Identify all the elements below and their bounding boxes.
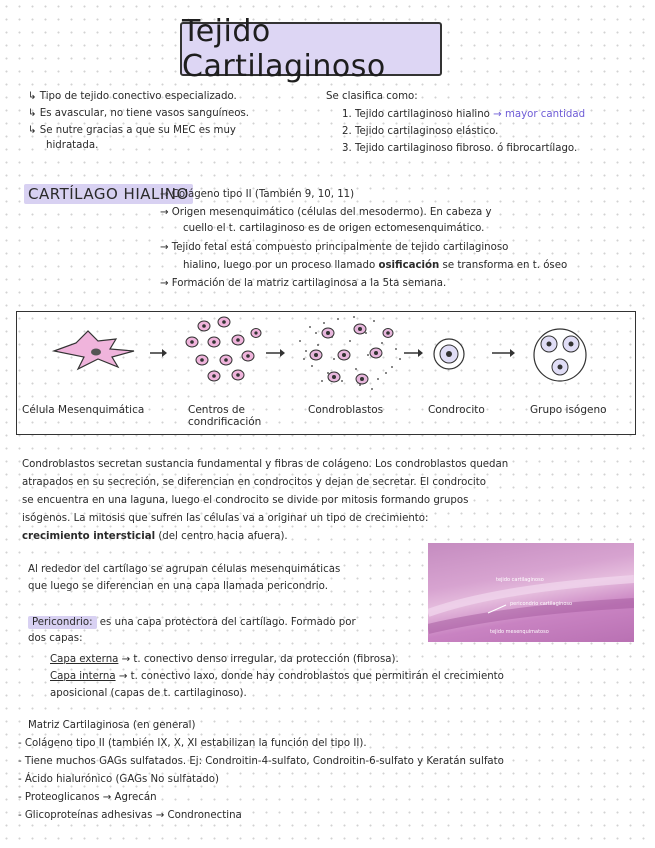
arrow-icon (510, 349, 515, 357)
hialino-line: → Tejido fetal está compuesto principalmente de tejido cartilaginoso (160, 242, 509, 253)
diagram-label: Célula Mesenquimática (22, 404, 145, 416)
mesenchymal-cell-icon (54, 331, 134, 369)
arrow-icon (280, 349, 285, 357)
matriz-item: - Colágeno tipo II (también IX, X, XI estabilizan la función del tipo II). (18, 738, 367, 749)
matriz-item: - Glicoproteínas adhesivas → Condronectina (18, 810, 242, 821)
page-title: Tejido Cartilaginoso (182, 14, 386, 84)
hialino-line: → Formación de la matriz cartilaginosa a la 5ta semana. (160, 278, 447, 289)
isogenous-group-icon (534, 329, 586, 381)
paragraph-line: isógenos. La mitosis que sufren las células va a originar un tipo de crecimiento: (22, 513, 429, 524)
diagram-label: Condroblastos (308, 404, 384, 416)
diagram-label: condrificación (188, 416, 262, 428)
matriz-item: - Proteoglicanos → Agrecán (18, 792, 157, 803)
hialino-line-cont: cuello el t. cartilaginoso es de origen ectomesenquimático. (183, 223, 485, 234)
intro-item: ↳ Tipo de tejido conectivo especializado. (28, 91, 237, 102)
classify-note: → mayor cantidad (493, 109, 586, 120)
intro-item: ↳ Se nutre gracias a que su MEC es muy (28, 125, 236, 136)
capa-externa: Capa externa → t. conectivo denso irregular, da protección (fibrosa). (50, 654, 399, 665)
chondroblasts-icon (299, 316, 401, 390)
chondrification-centers-icon (186, 317, 261, 381)
histology-label: tejido cartilaginoso (496, 577, 544, 583)
diagram-label: Grupo isógeno (530, 404, 607, 416)
pericondrio-intro: Al rededor del cartílago se agrupan células mesenquimáticas (28, 564, 341, 575)
hialino-line: → Colágeno tipo II (También 9, 10, 11) (160, 189, 355, 200)
diagram-label: Condrocito (428, 404, 485, 416)
classify-item: 3. Tejido cartilaginoso fibroso. ó fibrocartílago. (342, 143, 578, 154)
histology-label: tejido mesenquimatoso (490, 629, 549, 635)
matriz-item: - Ácido hialurónico (GAGs No sulfatado) (18, 774, 219, 785)
intro-item: ↳ Es avascular, no tiene vasos sanguíneos. (28, 108, 249, 119)
hialino-heading: CARTÍLAGO HIALINO (24, 185, 193, 203)
cell-diagram (16, 311, 636, 435)
classify-item: 1. Tejido cartilaginoso hialino → mayor cantidad (342, 109, 586, 120)
chondrocyte-icon (434, 339, 464, 369)
capa-interna: Capa interna → t. conectivo laxo, donde hay condroblastos que permitirán el crecimiento (50, 671, 504, 682)
classify-item: 2. Tejido cartilaginoso elástico. (342, 126, 499, 137)
pericondrio-term: Pericondrio: (28, 616, 97, 629)
paragraph-line: crecimiento intersticial (del centro hacia afuera). (22, 531, 288, 542)
paragraph-line: se encuentra en una laguna, luego el condrocito se divide por mitosis formando grupos (22, 495, 469, 506)
capa-interna-cont: aposicional (capas de t. cartilaginoso). (50, 688, 247, 699)
pericondrio-intro: que luego se diferencian en una capa llamada pericondrio. (28, 581, 328, 592)
matriz-item: - Tiene muchos GAGs sulfatados. Ej: Condroitin-4-sulfato, Condroitin-6-sulfato y Keratán sulfato (18, 756, 504, 767)
pericondrio-def-cont: dos capas: (28, 633, 83, 644)
histology-image (428, 543, 634, 642)
pericondrio-def: Pericondrio: es una capa protectora del cartílago. Formado por (28, 616, 356, 629)
hialino-line: → Origen mesenquimático (células del mesodermo). En cabeza y (160, 207, 492, 218)
paragraph-line: Condroblastos secretan sustancia fundamental y fibras de colágeno. Los condroblastos quedan (22, 459, 509, 470)
classify-title: Se clasifica como: (326, 91, 418, 102)
osificacion-term: osificación (378, 260, 440, 271)
diagram-label: Centros de (188, 404, 246, 416)
arrow-icon (162, 349, 167, 357)
intro-item-cont: hidratada. (46, 140, 99, 151)
hialino-line-cont: hialino, luego por un proceso llamado osificación se transforma en t. óseo (183, 260, 568, 271)
arrow-icon (418, 349, 423, 357)
paragraph-line: atrapados en su secreción, se diferencian en condrocitos y dejan de secretar. El condrocito (22, 477, 486, 488)
page-title-box (180, 14, 442, 84)
histology-label: pericondrio cartilaginoso (510, 601, 573, 607)
matriz-heading: Matriz Cartilaginosa (en general) (28, 720, 196, 731)
crecimiento-intersticial: crecimiento intersticial (22, 531, 156, 542)
